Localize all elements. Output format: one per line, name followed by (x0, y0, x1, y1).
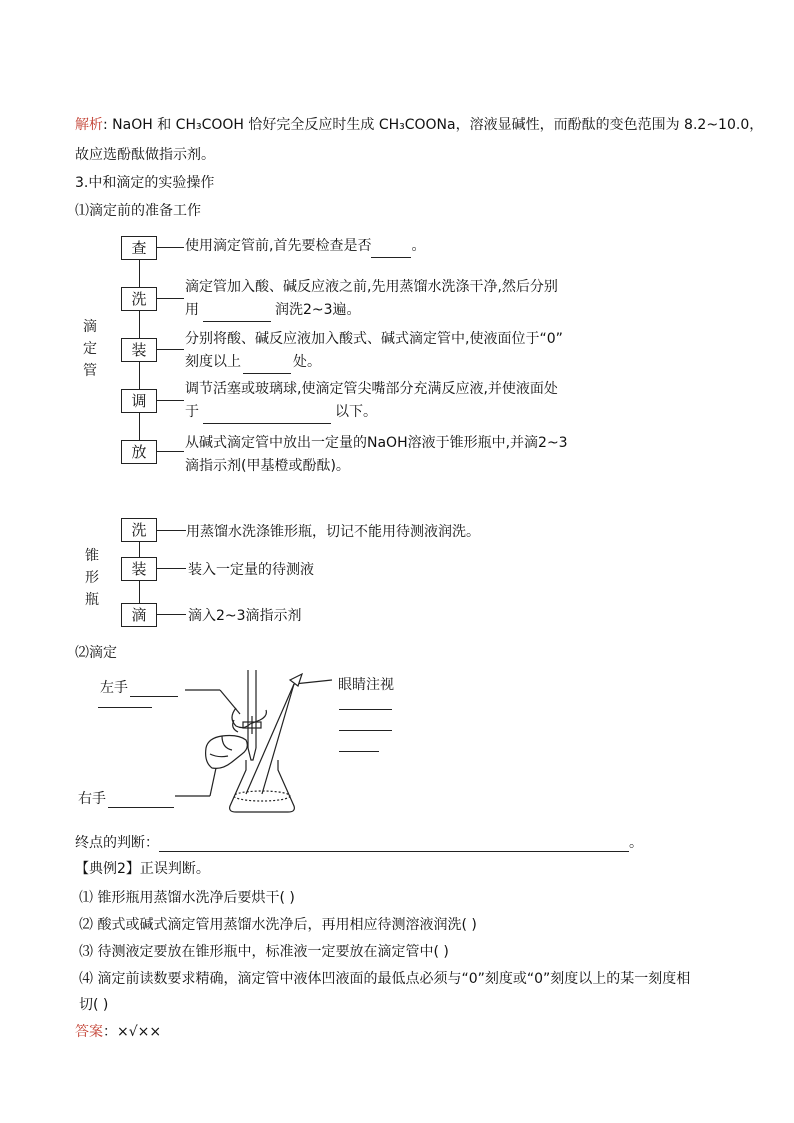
flask-fill-text: 装入一定量的待测液 (188, 562, 314, 578)
step-dispense-text: 从碱式滴定管中放出一定量的NaOH溶液于锥形瓶中,并滴2~3 滴指示剂(甲基橙或酚酞)。 (185, 435, 568, 474)
endpoint-line: 终点的判断： 。 (75, 835, 643, 851)
example-item-1: ⑴ 锥形瓶用蒸馏水洗净后要烘干( ) (79, 890, 295, 906)
link-line (156, 349, 184, 350)
part1-title: ⑴滴定前的准备工作 (75, 203, 201, 219)
flask-drop-text: 滴入2~3滴指示剂 (188, 608, 302, 624)
endpoint-blank[interactable] (159, 851, 629, 852)
eyes-label: 眼睛注视 (338, 677, 394, 693)
link-line (156, 247, 184, 248)
answer-blank[interactable] (203, 423, 331, 424)
step-check-box: 查 (121, 236, 157, 260)
link-line (156, 530, 186, 531)
step-adjust-box: 调 (121, 389, 157, 413)
answer-blank[interactable] (203, 321, 271, 322)
step-fill-box: 装 (121, 338, 157, 362)
left-hand-label: 左手 (100, 677, 178, 697)
buret-label: 滴定管 (83, 319, 97, 379)
step-wash-text: 滴定管加入酸、碱反应液之前,先用蒸馏水洗涤干净,然后分别 用 润洗2~3遍。 (185, 276, 558, 322)
example-title: 【典例2】正误判断。 (75, 861, 210, 877)
flask-wash-box: 洗 (121, 518, 157, 542)
right-hand-label: 右手 (78, 788, 174, 808)
step-fill-text: 分别将酸、碱反应液加入酸式、碱式滴定管中,使液面位于“0” 刻度以上 处。 (185, 328, 563, 374)
example-item-4-cont: 切( ) (79, 997, 109, 1013)
flask-wash-text: 用蒸馏水洗涤锥形瓶，切记不能用待测液润洗。 (186, 524, 480, 540)
titration-figure (170, 670, 350, 820)
example-item-4: ⑷ 滴定前读数要求精确，滴定管中液体凹液面的最低点必须与“0”刻度或“0”刻度以上的某一刻度相 (79, 971, 691, 987)
answer-blank[interactable] (243, 373, 291, 374)
section-title: 3.中和滴定的实验操作 (75, 175, 215, 191)
analysis-label: 解析 (75, 117, 103, 133)
link-line (156, 298, 184, 299)
analysis-line-2: 故应选酚酞做指示剂。 (75, 147, 215, 163)
link-line (156, 568, 186, 569)
link-line (156, 614, 186, 615)
eye-arrow-icon (290, 674, 302, 686)
example-item-2: ⑵ 酸式或碱式滴定管用蒸馏水洗净后，再用相应待测溶液润洗( ) (79, 917, 477, 933)
flask-drop-box: 滴 (121, 603, 157, 627)
link-line (156, 451, 184, 452)
answer-blank[interactable] (108, 807, 174, 808)
answer-label: 答案 (75, 1024, 103, 1040)
step-check-text: 使用滴定管前,首先要检查是否 。 (185, 235, 425, 258)
example-item-3: ⑶ 待测液定要放在锥形瓶中，标准液一定要放在滴定管中( ) (79, 944, 449, 960)
left-hand-blank-2[interactable] (98, 707, 152, 708)
flask-fill-box: 装 (121, 557, 157, 581)
flask-label: 锥形瓶 (85, 548, 99, 608)
link-line (156, 400, 184, 401)
answer-blank[interactable] (371, 257, 411, 258)
answer-line: 答案：×√×× (75, 1024, 162, 1040)
analysis-line-1: 解析: NaOH 和 CH₃COOH 恰好完全反应时生成 CH₃COONa，溶液显碱性，而酚酞的变色范围为 8.2~10.0， (75, 117, 764, 133)
step-adjust-text: 调节活塞或玻璃球,使滴定管尖嘴部分充满反应液,并使液面处 于 以下。 (185, 378, 558, 424)
part2-title: ⑵滴定 (75, 645, 117, 661)
step-dispense-box: 放 (121, 440, 157, 464)
step-wash-box: 洗 (121, 287, 157, 311)
